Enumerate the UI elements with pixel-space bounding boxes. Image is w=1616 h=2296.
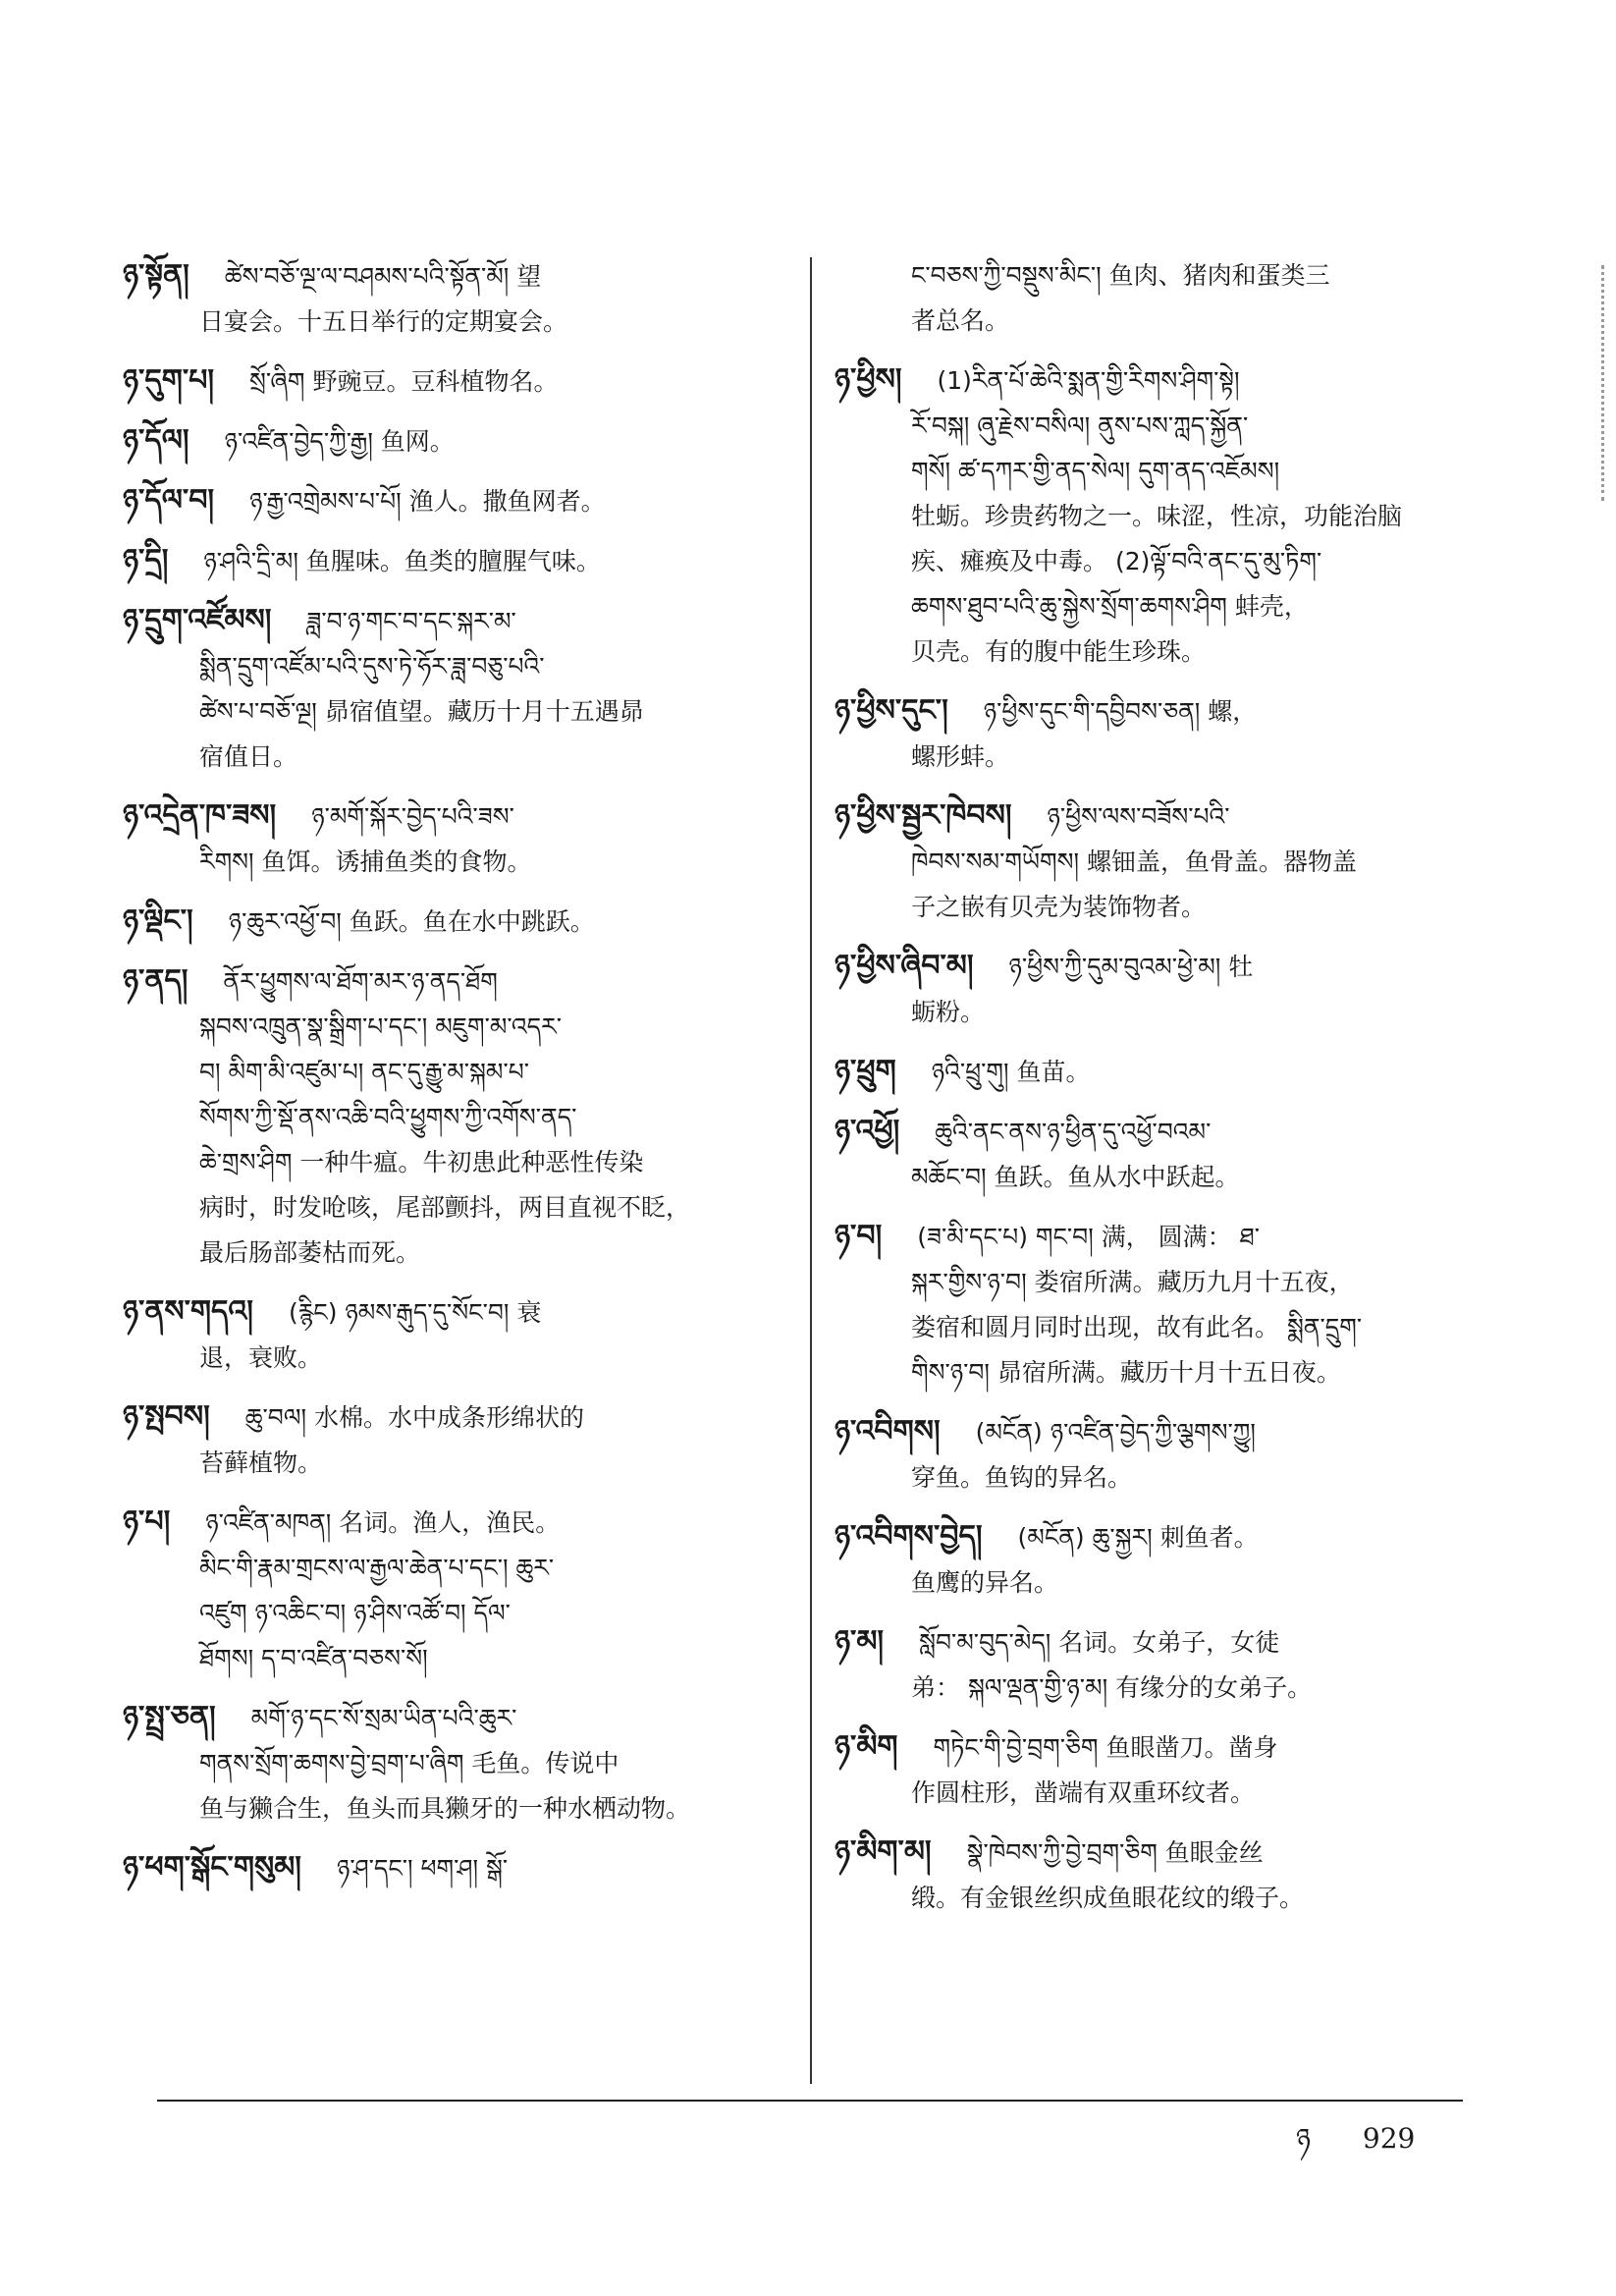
- entry-line: [835, 990, 1463, 1035]
- entry-line: [123, 1289, 766, 1336]
- entry-line: [835, 404, 1463, 449]
- entry-text: ཉ་ཕྱིས་དུང་གི་དབྱིབས་ཅན། 螺，: [983, 697, 1258, 726]
- entry-text: ཁེབས་སམ་གཡོགས། 螺钿盖，鱼骨盖。器物盖: [911, 847, 1358, 876]
- entry-text: ནོར་ཕྱུགས་ལ་ཐོག་མར་ཉ་ནད་ཐོག: [223, 967, 498, 996]
- entry-text: ཉ་རྒྱ་འགྲེམས་པ་པོ། 渔人。撒鱼网者。: [249, 487, 606, 516]
- entry-line: [835, 1305, 1463, 1350]
- entry-line: [123, 478, 766, 524]
- dictionary-entry: [835, 1409, 1463, 1501]
- footer-rule: [157, 2100, 1463, 2102]
- entry-text: ཉ་མགོ་སྐོར་བྱེད་པའི་ཟས་: [311, 802, 514, 831]
- entry-text: 者总名。: [911, 306, 1010, 335]
- entry-line: [123, 253, 766, 300]
- dictionary-entry: [835, 1830, 1463, 1921]
- entry-line: [123, 1845, 766, 1891]
- entry-text: 作圆柱形，凿端有双重环纹者。: [911, 1778, 1256, 1807]
- dictionary-entry: [835, 944, 1463, 1035]
- entry-headword: ཉ་ཕྲུག: [835, 1054, 896, 1088]
- dictionary-entry: [123, 358, 766, 405]
- entry-headword: ཉ་མིག་མ།: [835, 1834, 932, 1869]
- dictionary-entry: [123, 418, 766, 465]
- dictionary-entry: [835, 1724, 1463, 1816]
- entry-headword: ཉ་ཕྱིས་སྦྱར་ཁེབས།: [835, 798, 1012, 833]
- entry-text: ཚེས་པ་བཅོ་ལྔ། 昴宿值望。藏历十月十五遇昴: [199, 697, 644, 726]
- entry-text: སློབ་མ་བུད་མེད། 名词。女弟子，女徒: [919, 1628, 1280, 1657]
- dictionary-entry: [835, 1109, 1463, 1200]
- entry-line: [123, 418, 766, 465]
- entry-text: གིས་ཉ་བ། 昴宿所满。藏历十月十五日夜。: [911, 1358, 1341, 1387]
- entry-text: མཆོང་བ། 鱼跃。鱼从水中跃起。: [911, 1163, 1240, 1191]
- entry-text: 螺形蚌。: [911, 742, 1010, 771]
- entry-headword: ཉ་ནད།: [123, 963, 189, 998]
- entry-line: [835, 1350, 1463, 1395]
- entry-text: 鱼与獭合生，鱼头而具獭牙的一种水栖动物。: [199, 1794, 691, 1823]
- entry-text: 缎。有金银丝织成鱼眼花纹的缎子。: [911, 1884, 1305, 1912]
- entry-text: 病时，时发呛咳，尾部颤抖，两目直视不眨，: [199, 1193, 691, 1222]
- entry-headword: ཉ་འཕྱོ།: [835, 1114, 900, 1148]
- entry-headword: ཉ་ཕྱིས་དུང་།: [835, 693, 948, 728]
- entry-line: [835, 1409, 1463, 1455]
- entry-line: [835, 1155, 1463, 1200]
- entry-line: [123, 1185, 766, 1230]
- entry-text: འཛུག ཉ་འཆིང་བ། ཉ་ཤིས་འཚོ་བ། དོལ་: [199, 1599, 511, 1627]
- entry-headword: ཉ་འདྲེན་ཁ་ཟས།: [123, 798, 277, 833]
- dictionary-entry: [835, 793, 1463, 930]
- entry-line: [123, 1500, 766, 1546]
- entry-line: [835, 449, 1463, 494]
- entry-headword: ཉ་བ།: [835, 1219, 883, 1253]
- entry-line: [123, 689, 766, 735]
- entry-line: [123, 840, 766, 885]
- entry-line: [835, 885, 1463, 930]
- dictionary-entry: [123, 1394, 766, 1486]
- dictionary-entry: [835, 1214, 1463, 1395]
- entry-text: (མངོན) ཆུ་སྐྱར། 刺鱼者。: [1017, 1523, 1259, 1552]
- entry-line: [835, 1771, 1463, 1816]
- entry-line: [123, 1140, 766, 1185]
- entry-line: [835, 1619, 1463, 1666]
- entry-text: མགོ་ཉ་དང་སོ་སྲམ་ཡིན་པའི་ཆུར་: [250, 1704, 517, 1732]
- entry-headword: ཉ་སྟོན།: [123, 258, 189, 293]
- entry-headword: ཉ་ནས་གདའ།: [123, 1294, 253, 1329]
- entry-line: [123, 1050, 766, 1095]
- entry-text: ཆུའི་ནང་ནས་ཉ་ཕྱིན་དུ་འཕྱོ་བའམ་: [935, 1118, 1212, 1146]
- entry-line: [835, 793, 1463, 840]
- entry-text: (མངོན) ཉ་འཛིན་བྱེད་ཀྱི་ལྕགས་ཀྱུ།: [975, 1418, 1256, 1447]
- column-divider: [810, 257, 812, 2084]
- entry-line: [123, 1005, 766, 1050]
- entry-line: [835, 1514, 1463, 1560]
- dictionary-entry: [123, 598, 766, 780]
- entry-text: ཉའི་ཕྲུ་གུ། 鱼苗。: [931, 1058, 1091, 1086]
- entry-line: [123, 358, 766, 405]
- entry-headword: ཉ་ཕྱིས།: [835, 362, 902, 397]
- dictionary-entry: [835, 688, 1463, 780]
- entry-text: ཐོགས། ད་བ་འཛིན་བཅས་སོ།: [199, 1644, 428, 1672]
- dictionary-entry: [123, 253, 766, 345]
- entry-text: ཚེས་བཅོ་ལྔ་ལ་བཤམས་པའི་སྟོན་མོ། 望: [224, 262, 542, 291]
- entry-headword: ཉ་མ།: [835, 1624, 885, 1659]
- entry-line: [123, 1786, 766, 1831]
- entry-text: 鱼鹰的异名。: [911, 1568, 1059, 1597]
- entry-line: [123, 300, 766, 345]
- entry-headword: ཉ་དུག་པ།: [123, 363, 215, 398]
- entry-line: [123, 1095, 766, 1140]
- entry-line: [123, 735, 766, 780]
- entry-line: [123, 538, 766, 584]
- entry-headword: ཉ་དྲུག་འཛོམས།: [123, 603, 272, 637]
- dictionary-entry: [835, 1049, 1463, 1095]
- entry-text: མིང་གི་རྣམ་གྲངས་ལ་རྒྱལ་ཆེན་པ་དང་། ཆུར་: [199, 1554, 555, 1582]
- entry-line: [835, 1666, 1463, 1711]
- dictionary-entry: [123, 899, 766, 945]
- entry-line: [835, 1214, 1463, 1260]
- left-column: [123, 253, 766, 1905]
- entry-text: ཉ་འཛིན་མཁན། 名词。渔人，渔民。: [205, 1508, 561, 1537]
- entry-headword: ཉ་སྤབས།: [123, 1399, 210, 1434]
- entry-line: [123, 1230, 766, 1276]
- entry-line: [835, 1109, 1463, 1155]
- entry-line: [123, 1441, 766, 1486]
- entry-line: [123, 1636, 766, 1681]
- dictionary-entry: [835, 253, 1463, 344]
- entry-headword: ཉ་ལྡིང་།: [123, 903, 193, 938]
- entry-headword: ཉ་སྤྲ་ཅན།: [123, 1700, 216, 1734]
- entry-line: [835, 539, 1463, 584]
- entry-text: 宿值日。: [199, 742, 298, 771]
- page-footer: [1296, 2107, 1463, 2185]
- entry-text: (1)རིན་པོ་ཆེའི་སྨན་གྱི་རིགས་ཤིག་སྟེ།: [937, 366, 1240, 395]
- entry-text: (རྙིང) ཉམས་རྒུད་དུ་སོང་བ། 衰: [288, 1298, 542, 1327]
- entry-text: 穿鱼。鱼钩的异名。: [911, 1463, 1133, 1492]
- entry-headword: ཉ་འབིགས།: [835, 1414, 941, 1449]
- dictionary-entry: [123, 793, 766, 885]
- entry-text: ཉ་ཆུར་འཕྱོ་བ། 鱼跃。鱼在水中跳跃。: [228, 907, 595, 936]
- entry-line: [835, 253, 1463, 299]
- entry-line: [123, 1336, 766, 1381]
- entry-headword: ཉ་འབིགས་བྱེད།: [835, 1519, 983, 1554]
- dictionary-entry: [835, 357, 1463, 675]
- entry-text: 娄宿和圆月同时出现，故有此名。 སྨིན་དྲུག་: [911, 1313, 1363, 1341]
- dictionary-entry: [123, 1500, 766, 1681]
- entry-text: སྨིན་དྲུག་འཛོམ་པའི་དུས་ཏེ་ཧོར་ཟླ་བཅུ་པའི་: [199, 652, 545, 681]
- entry-line: [123, 1741, 766, 1786]
- entry-line: [835, 1830, 1463, 1876]
- entry-line: [123, 958, 766, 1005]
- entry-text: རིགས། 鱼饵。诱捕鱼类的食物。: [199, 847, 532, 876]
- entry-text: 退，衰败。: [199, 1343, 323, 1372]
- entry-headword: ཉ་མིག: [835, 1729, 898, 1764]
- entry-text: སྣེ་ཁེབས་ཀྱི་བྱེ་བྲག་ཅིག 鱼眼金丝: [966, 1838, 1264, 1867]
- entry-text: ང་བཅས་ཀྱི་བསྡུས་མིང་། 鱼肉、猪肉和蛋类三: [911, 261, 1330, 290]
- entry-text: སོགས་ཀྱི་སྡོ་ནས་འཆི་བའི་ཕྱུགས་ཀྱི་འགོས་ནད་: [199, 1103, 577, 1131]
- entry-text: ཉ་འཛིན་བྱེད་ཀྱི་རྒྱ། 鱼网。: [224, 427, 455, 456]
- entry-text: ཆུ་བལ། 水棉。水中成条形绵状的: [244, 1403, 584, 1432]
- entry-text: ཉ་ཕྱིས་ལས་བཟོས་པའི་: [1047, 802, 1230, 831]
- entry-headword: ཉ་དོལ།: [123, 423, 189, 458]
- entry-text: 牡蛎。珍贵药物之一。味涩，性凉，功能治脑: [911, 502, 1403, 530]
- entry-text: 贝壳。有的腹中能生珍珠。: [911, 637, 1207, 666]
- entry-line: [123, 899, 766, 945]
- entry-text: གསོ། ཚ་དཀར་གྱི་ནད་སེལ། དུག་ནད་འཇོམས།: [911, 457, 1280, 485]
- dictionary-entry: [123, 1289, 766, 1381]
- entry-line: [835, 1260, 1463, 1305]
- entry-line: [123, 1695, 766, 1741]
- entry-line: [835, 629, 1463, 675]
- section-letter: ཉ: [1296, 2122, 1311, 2155]
- entry-text: 最后肠部萎枯而死。: [199, 1238, 421, 1267]
- entry-line: [835, 1455, 1463, 1501]
- entry-line: [835, 944, 1463, 990]
- entry-text: 疾、瘫痪及中毒。 (2)ལྟོ་བའི་ནང་དུ་མུ་ཏིག་: [911, 547, 1322, 575]
- entry-line: [835, 735, 1463, 780]
- entry-line: [123, 644, 766, 689]
- entry-text: ཆགས་ཐུབ་པའི་ཆུ་སྐྱེས་སྲོག་ཆགས་ཤིག 蚌壳，: [911, 592, 1309, 621]
- entry-headword: ཉ་པ།: [123, 1504, 171, 1539]
- entry-text: 弟： སྐལ་ལྡན་གྱི་ཉ་མ། 有缘分的女弟子。: [911, 1673, 1313, 1702]
- entry-line: [123, 793, 766, 840]
- entry-text: རོ་བསྐ། ཞུ་རྗེས་བསིལ། ནུས་པས་ཀླད་སྐྱོན་: [911, 411, 1249, 440]
- entry-line: [123, 598, 766, 644]
- entry-line: [123, 1546, 766, 1591]
- entry-text: གཏེང་གི་བྱེ་བྲག་ཅིག 鱼眼凿刀。凿身: [933, 1733, 1278, 1762]
- entry-text: 蛎粉。: [911, 998, 986, 1026]
- dictionary-entry: [835, 1514, 1463, 1606]
- entry-line: [835, 584, 1463, 629]
- entry-text: བ། མིག་མི་འཛུམ་པ། ནང་དུ་རྒྱུ་མ་སྐམ་པ་: [199, 1058, 529, 1086]
- dictionary-entry: [123, 1845, 766, 1891]
- right-column: [835, 253, 1463, 1935]
- entry-headword: ཉ་དྲི།: [123, 543, 169, 577]
- entry-text: གནས་སྲོག་ཆགས་བྱེ་བྲག་པ་ཞིག 毛鱼。传说中: [199, 1749, 619, 1777]
- entry-text: ཉ་ཤའི་དྲི་མ། 鱼腥味。鱼类的膻腥气味。: [203, 547, 601, 575]
- entry-line: [835, 1560, 1463, 1606]
- entry-text: ཟླ་བ་ཉ་གང་བ་དང་སྐར་མ་: [306, 607, 516, 635]
- entry-headword: ཉ་ཕྱིས་ཞིབ་མ།: [835, 949, 974, 983]
- entry-line: [835, 840, 1463, 885]
- entry-line: [835, 299, 1463, 344]
- entry-line: [835, 1049, 1463, 1095]
- entry-text: 子之嵌有贝壳为装饰物者。: [911, 893, 1207, 921]
- entry-text: (ཟ་མི་དང་པ) གང་བ། 满， 圆满： ཐ་: [917, 1223, 1260, 1251]
- entry-line: [123, 1394, 766, 1441]
- entry-headword: ཉ་ཕག་སྒོང་གསུམ།: [123, 1850, 301, 1885]
- entry-line: [835, 494, 1463, 539]
- page-number: 929: [1362, 2122, 1416, 2155]
- dictionary-entry: [123, 958, 766, 1276]
- dictionary-entry: [123, 478, 766, 524]
- entry-text: ཉ་ཤ་དང་། ཕག་ཤ། སྒོ་: [336, 1854, 509, 1883]
- entry-line: [123, 1591, 766, 1636]
- entry-line: [835, 357, 1463, 404]
- entry-line: [835, 1724, 1463, 1771]
- dictionary-entry: [123, 1695, 766, 1831]
- entry-text: སྐབས་འཁྲུན་སྣ་སྒྲིག་པ་དང་། མཇུག་མ་འདར་: [199, 1012, 562, 1041]
- entry-text: སྲོ་ཞིག 野豌豆。豆科植物名。: [249, 367, 559, 396]
- entry-text: སྐར་གྱིས་ཉ་བ། 娄宿所满。藏历九月十五夜，: [911, 1268, 1354, 1296]
- dictionary-entry: [835, 1619, 1463, 1711]
- entry-text: ཆེ་གྲས་ཤིག 一种牛瘟。牛初患此种恶性传染: [199, 1148, 644, 1176]
- entry-line: [835, 688, 1463, 735]
- scan-edge-marks: [1601, 265, 1610, 501]
- dictionary-entry: [123, 538, 766, 584]
- entry-headword: ཉ་དོལ་བ།: [123, 483, 215, 518]
- entry-text: 苔藓植物。: [199, 1449, 323, 1477]
- entry-text: 日宴会。十五日举行的定期宴会。: [199, 307, 568, 336]
- entry-line: [835, 1876, 1463, 1921]
- entry-text: ཉ་ཕྱིས་ཀྱི་དུམ་བུའམ་ཕྱེ་མ། 牡: [1008, 953, 1254, 981]
